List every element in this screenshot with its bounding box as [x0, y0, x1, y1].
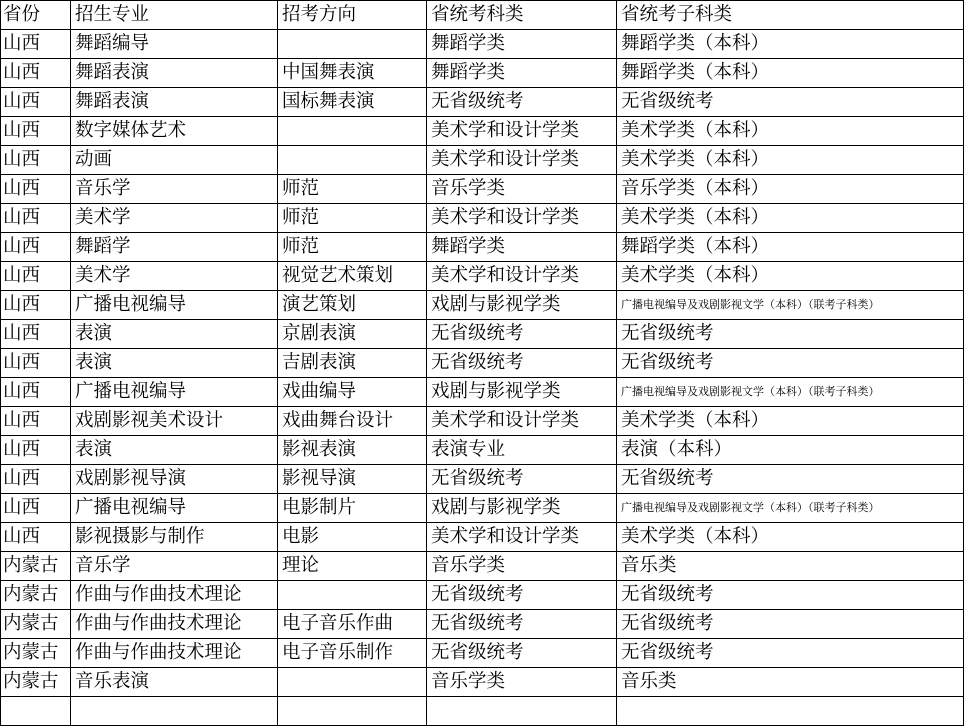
cell-exam-subcategory: 无省级统考 [617, 320, 964, 349]
cell-exam-subcategory: 无省级统考 [617, 88, 964, 117]
cell-exam-subcategory: 无省级统考 [617, 581, 964, 610]
cell-direction: 演艺策划 [278, 291, 427, 320]
cell-direction: 理论 [278, 552, 427, 581]
cell-direction [278, 697, 427, 726]
cell-direction: 电子音乐制作 [278, 639, 427, 668]
cell-exam-category: 表演专业 [427, 436, 617, 465]
cell-exam-subcategory: 广播电视编导及戏剧影视文学（本科）（联考子科类） [617, 291, 964, 320]
cell-exam-subcategory: 舞蹈学类（本科） [617, 30, 964, 59]
cell-direction: 视觉艺术策划 [278, 262, 427, 291]
cell-province: 山西 [1, 117, 71, 146]
table-row [1, 59, 964, 88]
cell-exam-category: 无省级统考 [427, 610, 617, 639]
cell-province: 山西 [1, 204, 71, 233]
cell-exam-category: 无省级统考 [427, 349, 617, 378]
cell-province: 内蒙古 [1, 581, 71, 610]
cell-exam-category: 无省级统考 [427, 465, 617, 494]
cell-direction: 影视导演 [278, 465, 427, 494]
table-row [1, 436, 964, 465]
cell-province: 山西 [1, 436, 71, 465]
cell-major: 表演 [71, 349, 278, 378]
header-province: 省份 [1, 1, 71, 30]
cell-province: 内蒙古 [1, 610, 71, 639]
cell-exam-subcategory: 美术学类（本科） [617, 204, 964, 233]
cell-exam-category [427, 697, 617, 726]
cell-major: 表演 [71, 320, 278, 349]
cell-major: 美术学 [71, 204, 278, 233]
table-row [1, 378, 964, 407]
cell-exam-category: 舞蹈学类 [427, 59, 617, 88]
cell-exam-subcategory: 音乐类 [617, 668, 964, 697]
cell-province: 山西 [1, 523, 71, 552]
cell-direction: 京剧表演 [278, 320, 427, 349]
cell-direction: 师范 [278, 204, 427, 233]
cell-province: 山西 [1, 175, 71, 204]
cell-exam-category: 音乐学类 [427, 552, 617, 581]
table-row [1, 146, 964, 175]
cell-major: 数字媒体艺术 [71, 117, 278, 146]
cell-exam-category: 美术学和设计学类 [427, 117, 617, 146]
cell-major: 作曲与作曲技术理论 [71, 581, 278, 610]
table-body [1, 1, 964, 726]
cell-direction [278, 30, 427, 59]
table-row [1, 610, 964, 639]
cell-exam-subcategory: 广播电视编导及戏剧影视文学（本科）（联考子科类） [617, 494, 964, 523]
cell-direction: 电影 [278, 523, 427, 552]
cell-direction: 戏曲编导 [278, 378, 427, 407]
cell-major: 舞蹈表演 [71, 88, 278, 117]
cell-province [1, 697, 71, 726]
cell-province: 内蒙古 [1, 668, 71, 697]
cell-province: 山西 [1, 146, 71, 175]
cell-exam-category: 舞蹈学类 [427, 30, 617, 59]
cell-province: 山西 [1, 262, 71, 291]
table-row [1, 204, 964, 233]
cell-major: 广播电视编导 [71, 291, 278, 320]
cell-province: 山西 [1, 407, 71, 436]
table-row [1, 581, 964, 610]
cell-direction: 中国舞表演 [278, 59, 427, 88]
cell-major: 戏剧影视导演 [71, 465, 278, 494]
cell-exam-category: 美术学和设计学类 [427, 204, 617, 233]
cell-exam-category: 无省级统考 [427, 88, 617, 117]
cell-direction: 吉剧表演 [278, 349, 427, 378]
cell-exam-subcategory: 广播电视编导及戏剧影视文学（本科）（联考子科类） [617, 378, 964, 407]
cell-major: 影视摄影与制作 [71, 523, 278, 552]
table-row [1, 88, 964, 117]
cell-province: 山西 [1, 291, 71, 320]
cell-exam-category: 美术学和设计学类 [427, 146, 617, 175]
cell-direction: 师范 [278, 175, 427, 204]
table-header-row [1, 1, 964, 30]
table-row [1, 349, 964, 378]
cell-province: 山西 [1, 378, 71, 407]
cell-exam-category: 无省级统考 [427, 320, 617, 349]
cell-exam-subcategory [617, 697, 964, 726]
cell-exam-subcategory: 美术学类（本科） [617, 117, 964, 146]
cell-exam-category: 美术学和设计学类 [427, 523, 617, 552]
cell-exam-subcategory: 表演（本科） [617, 436, 964, 465]
cell-exam-category: 戏剧与影视学类 [427, 291, 617, 320]
cell-exam-category: 舞蹈学类 [427, 233, 617, 262]
cell-exam-category: 戏剧与影视学类 [427, 494, 617, 523]
cell-direction [278, 581, 427, 610]
cell-exam-subcategory: 音乐类 [617, 552, 964, 581]
cell-exam-category: 无省级统考 [427, 581, 617, 610]
cell-exam-subcategory: 美术学类（本科） [617, 523, 964, 552]
cell-major: 音乐表演 [71, 668, 278, 697]
cell-exam-category: 无省级统考 [427, 639, 617, 668]
cell-exam-subcategory: 美术学类（本科） [617, 146, 964, 175]
cell-exam-category: 美术学和设计学类 [427, 407, 617, 436]
cell-major: 美术学 [71, 262, 278, 291]
cell-exam-category: 音乐学类 [427, 668, 617, 697]
cell-province: 内蒙古 [1, 552, 71, 581]
table-row [1, 262, 964, 291]
cell-exam-subcategory: 美术学类（本科） [617, 262, 964, 291]
cell-province: 山西 [1, 465, 71, 494]
cell-major: 动画 [71, 146, 278, 175]
cell-major: 舞蹈学 [71, 233, 278, 262]
header-exam-subcategory: 省统考子科类 [617, 1, 964, 30]
cell-exam-subcategory: 美术学类（本科） [617, 407, 964, 436]
table-row [1, 552, 964, 581]
cell-major: 表演 [71, 436, 278, 465]
cell-direction [278, 117, 427, 146]
cell-exam-category: 音乐学类 [427, 175, 617, 204]
cell-direction: 电影制片 [278, 494, 427, 523]
cell-major: 音乐学 [71, 552, 278, 581]
cell-province: 山西 [1, 88, 71, 117]
cell-direction [278, 146, 427, 175]
cell-province: 山西 [1, 233, 71, 262]
cell-major: 舞蹈表演 [71, 59, 278, 88]
table-row [1, 465, 964, 494]
cell-direction: 国标舞表演 [278, 88, 427, 117]
cell-major [71, 697, 278, 726]
cell-exam-subcategory: 无省级统考 [617, 465, 964, 494]
header-direction: 招考方向 [278, 1, 427, 30]
cell-exam-category: 戏剧与影视学类 [427, 378, 617, 407]
cell-major: 作曲与作曲技术理论 [71, 610, 278, 639]
table-row [1, 494, 964, 523]
cell-exam-subcategory: 无省级统考 [617, 639, 964, 668]
cell-exam-subcategory: 音乐学类（本科） [617, 175, 964, 204]
cell-major: 广播电视编导 [71, 378, 278, 407]
cell-major: 舞蹈编导 [71, 30, 278, 59]
cell-major: 广播电视编导 [71, 494, 278, 523]
table-row [1, 233, 964, 262]
table-row [1, 117, 964, 146]
table-row [1, 668, 964, 697]
table-row [1, 291, 964, 320]
cell-exam-subcategory: 舞蹈学类（本科） [617, 233, 964, 262]
cell-direction: 影视表演 [278, 436, 427, 465]
cell-direction: 师范 [278, 233, 427, 262]
header-major: 招生专业 [71, 1, 278, 30]
table-row [1, 523, 964, 552]
cell-direction: 电子音乐作曲 [278, 610, 427, 639]
cell-exam-subcategory: 无省级统考 [617, 349, 964, 378]
cell-province: 山西 [1, 59, 71, 88]
header-exam-category: 省统考科类 [427, 1, 617, 30]
table-row [1, 697, 964, 726]
cell-major: 作曲与作曲技术理论 [71, 639, 278, 668]
cell-province: 山西 [1, 349, 71, 378]
cell-major: 戏剧影视美术设计 [71, 407, 278, 436]
cell-province: 内蒙古 [1, 639, 71, 668]
cell-province: 山西 [1, 494, 71, 523]
table-row [1, 407, 964, 436]
table-row [1, 30, 964, 59]
cell-province: 山西 [1, 30, 71, 59]
cell-major: 音乐学 [71, 175, 278, 204]
cell-exam-subcategory: 舞蹈学类（本科） [617, 59, 964, 88]
table-row [1, 639, 964, 668]
cell-direction: 戏曲舞台设计 [278, 407, 427, 436]
table-row [1, 320, 964, 349]
cell-exam-subcategory: 无省级统考 [617, 610, 964, 639]
cell-direction [278, 668, 427, 697]
cell-province: 山西 [1, 320, 71, 349]
cell-exam-category: 美术学和设计学类 [427, 262, 617, 291]
table-row [1, 175, 964, 204]
